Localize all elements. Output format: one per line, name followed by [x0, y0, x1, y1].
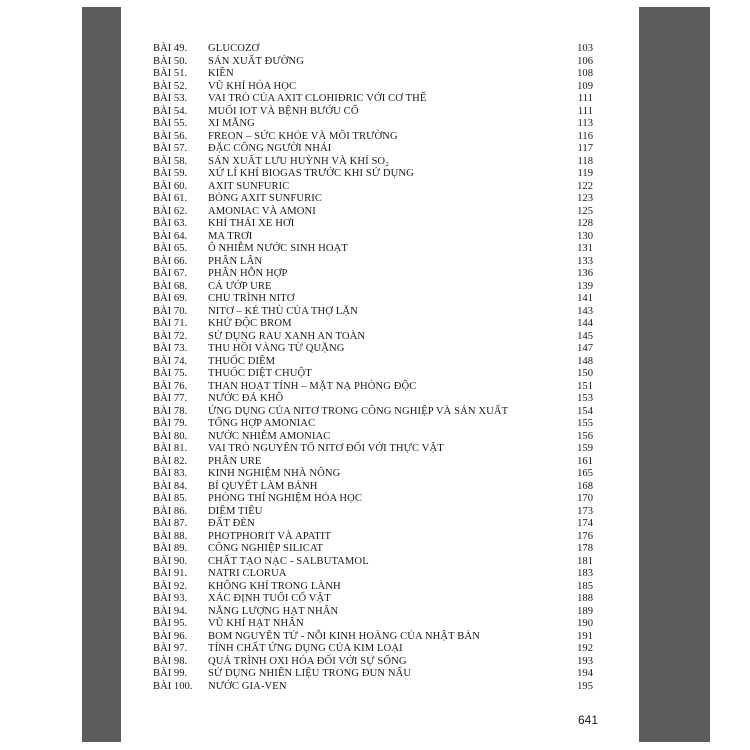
toc-entry	[153, 681, 593, 694]
toc-entry-page: 191	[577, 630, 593, 642]
toc-entry-number: BÀI 58.	[153, 155, 188, 167]
toc-entry-number: BÀI 90.	[153, 555, 188, 567]
toc-entry-title: NƯỚC GIA-VEN	[208, 680, 287, 692]
page-number: 641	[578, 713, 599, 727]
toc-entry	[153, 193, 593, 206]
toc-entry-title: VŨ KHÍ HÓA HỌC	[208, 80, 297, 92]
toc-entry-page: 117	[577, 143, 593, 154]
toc-entry	[153, 481, 593, 494]
toc-entry	[153, 656, 593, 669]
toc-entry	[153, 143, 593, 156]
toc-entry-page: 176	[577, 530, 593, 542]
toc-entry-page: 161	[577, 455, 593, 467]
toc-entry	[153, 168, 593, 181]
toc-entry-title: KHỬ ĐỘC BROM	[208, 318, 292, 329]
toc-entry-number: BÀI 77.	[153, 393, 188, 404]
toc-entry	[153, 643, 593, 656]
toc-entry	[153, 431, 593, 444]
toc-entry-title: PHÂN HỖN HỢP	[208, 268, 288, 279]
toc-entry	[153, 668, 593, 681]
toc-entry-page: 130	[577, 230, 593, 242]
toc-entry-title: PHÒNG THÍ NGHIỆM HÓA HỌC	[208, 493, 363, 504]
toc-entry	[153, 543, 593, 556]
toc-entry-page: 168	[577, 480, 593, 492]
toc-entry-number: BÀI 68.	[153, 280, 188, 292]
toc-entry-title: GLUCOZƠ	[208, 43, 260, 54]
toc-entry-number: BÀI 63.	[153, 218, 188, 229]
toc-entry-number: BÀI 66.	[153, 255, 188, 267]
toc-entry-title: ĐẶC CÔNG NGƯỜI NHÁI	[208, 143, 332, 154]
toc-entry-title: BOM NGUYÊN TỬ - NỖI KINH HOÀNG CỦA NHẬT BẢN	[208, 630, 480, 642]
toc-entry	[153, 531, 593, 544]
toc-entry-number: BÀI 72.	[153, 330, 188, 342]
toc-entry-title: BỎNG AXIT SUNFURIC	[208, 193, 323, 204]
toc-entry-page: 193	[577, 655, 593, 667]
toc-entry-title: DIÊM TIÊU	[208, 505, 263, 517]
toc-entry-title: XỬ LÍ KHÍ BIOGAS TRƯỚC KHI SỬ DỤNG	[208, 168, 414, 179]
toc-entry	[153, 393, 593, 406]
toc-entry	[153, 606, 593, 619]
toc-entry-title: NATRI CLORUA	[208, 568, 287, 579]
toc-entry	[153, 418, 593, 431]
toc-entry-number: BÀI 92.	[153, 580, 188, 592]
toc-entry-title: BÍ QUYẾT LÀM BÁNH	[208, 480, 318, 492]
toc-entry-page: 185	[577, 580, 593, 592]
toc-entry-page: 156	[577, 430, 593, 442]
toc-entry-page: 155	[577, 418, 593, 429]
toc-entry-page: 133	[577, 255, 593, 267]
toc-entry-page: 128	[577, 218, 593, 229]
toc-entry-number: BÀI 50.	[153, 55, 188, 67]
toc-entry-number: BÀI 56.	[153, 130, 188, 142]
toc-entry-page: 103	[577, 43, 593, 54]
toc-entry-number: BÀI 67.	[153, 268, 188, 279]
toc-entry-title: TÍNH CHẤT ỨNG DỤNG CỦA KIM LOẠI	[208, 643, 403, 654]
toc-entry-page: 119	[577, 168, 593, 179]
toc-entry-title: TỔNG HỢP AMONIAC	[208, 418, 316, 429]
toc-entry-number: BÀI 71.	[153, 318, 188, 329]
toc-entry-title: KHÍ THẢI XE HƠI	[208, 218, 295, 229]
toc-entry-page: 192	[577, 643, 593, 654]
toc-entry-title: THUỐC DIÊM	[208, 355, 276, 367]
toc-entry-page: 147	[577, 343, 593, 354]
toc-entry	[153, 256, 593, 269]
toc-entry-number: BÀI 61.	[153, 193, 188, 204]
toc-entry-number: BÀI 99.	[153, 668, 188, 679]
toc-entry-number: BÀI 80.	[153, 430, 188, 442]
toc-entry	[153, 581, 593, 594]
toc-entry-number: BÀI 82.	[153, 455, 188, 467]
toc-entry-page: 113	[577, 118, 593, 129]
toc-entry-title: PHOTPHORIT VÀ APATIT	[208, 530, 332, 542]
toc-entry	[153, 381, 593, 394]
toc-entry	[153, 443, 593, 456]
toc-entry	[153, 293, 593, 306]
toc-entry-title: KIỀN	[208, 68, 234, 79]
toc-entry-page: 190	[577, 618, 593, 629]
toc-entry-page: 131	[577, 243, 593, 254]
toc-entry-number: BÀI 100.	[153, 680, 193, 692]
toc-entry	[153, 81, 593, 94]
toc-entry-page: 123	[577, 193, 593, 204]
toc-entry-number: BÀI 86.	[153, 505, 188, 517]
toc-entry-number: BÀI 74.	[153, 355, 188, 367]
toc-entry-page: 116	[577, 130, 593, 142]
toc-entry-title: KINH NGHIỆM NHÀ NÔNG	[208, 468, 341, 479]
toc-entry	[153, 43, 593, 56]
toc-entry-number: BÀI 75.	[153, 368, 188, 379]
toc-entry	[153, 56, 593, 69]
toc-entry-number: BÀI 95.	[153, 618, 188, 629]
toc-entry-number: BÀI 53.	[153, 93, 188, 104]
toc-entry-title: AXIT SUNFURIC	[208, 180, 290, 192]
toc-entry	[153, 93, 593, 106]
toc-entry	[153, 631, 593, 644]
toc-entry	[153, 131, 593, 144]
toc-entry-page: 173	[577, 505, 593, 517]
toc-entry-title: THUỐC DIỆT CHUỘT	[208, 368, 312, 379]
toc-entry-number: BÀI 52.	[153, 80, 188, 92]
toc-entry	[153, 231, 593, 244]
toc-entry-page: 194	[577, 668, 593, 679]
toc-entry-number: BÀI 73.	[153, 343, 188, 354]
toc-entry-page: 118	[577, 155, 593, 167]
toc-entry-number: BÀI 87.	[153, 518, 188, 529]
toc-entry-number: BÀI 83.	[153, 468, 188, 479]
toc-entry-title: PHÂN LÂN	[208, 255, 263, 267]
toc-entry-page: 143	[577, 305, 593, 317]
toc-entry-number: BÀI 88.	[153, 530, 188, 542]
toc-entry-page: 159	[577, 443, 593, 454]
toc-entry	[153, 331, 593, 344]
toc-entry	[153, 518, 593, 531]
toc-entry-number: BÀI 79.	[153, 418, 188, 429]
toc-entry	[153, 343, 593, 356]
toc-entry	[153, 281, 593, 294]
toc-entry-page: 108	[577, 68, 593, 79]
toc-entry-title: AMONIAC VÀ AMONI	[208, 205, 316, 217]
toc-entry-page: 183	[577, 568, 593, 579]
toc-entry-title: Ô NHIỄM NƯỚC SINH HOẠT	[208, 243, 348, 254]
toc-entry-title: ỨNG DỤNG CỦA NITƠ TRONG CÔNG NGHIỆP VÀ SẢN XUẤT	[208, 405, 509, 417]
toc-entry	[153, 568, 593, 581]
toc-entry-title: CÔNG NGHIỆP SILICAT	[208, 543, 324, 554]
toc-entry-number: BÀI 62.	[153, 205, 188, 217]
toc-entry-title: NƯỚC NHIỄM AMONIAC	[208, 430, 331, 442]
toc-entry-page: 109	[577, 80, 593, 92]
toc-entry-title: CHẤT TẠO NẠC - SALBUTAMOL	[208, 555, 369, 567]
toc-entry-page: 125	[577, 205, 593, 217]
toc-entry-title: MUỐI IOT VÀ BỆNH BƯỚU CỔ	[208, 105, 359, 117]
toc-entry-number: BÀI 54.	[153, 105, 188, 117]
toc-entry-title: PHÂN URE	[208, 455, 262, 467]
toc-entry-title: SỬ DỤNG NHIÊN LIỆU TRONG ĐUN NẤU	[208, 668, 412, 679]
toc-entry-page: 144	[577, 318, 593, 329]
toc-entry	[153, 406, 593, 419]
toc-entry-page: 136	[577, 268, 593, 279]
toc-entry	[153, 268, 593, 281]
toc-entry-number: BÀI 51.	[153, 68, 188, 79]
toc-entry-number: BÀI 59.	[153, 168, 188, 179]
toc-entry-page: 111	[577, 105, 593, 117]
toc-entry-page: 165	[577, 468, 593, 479]
toc-entry-title: XÁC ĐỊNH TUỔI CỔ VẬT	[208, 593, 331, 604]
toc-entry-title: VŨ KHÍ HẠT NHÂN	[208, 618, 304, 629]
toc-entry-page: 148	[577, 355, 593, 367]
toc-entry-number: BÀI 55.	[153, 118, 188, 129]
toc-entry-number: BÀI 64.	[153, 230, 188, 242]
toc-entry-title: ĐẤT ĐÈN	[208, 518, 255, 529]
toc-entry	[153, 181, 593, 194]
toc-entry-page: 139	[577, 280, 593, 292]
toc-entry-number: BÀI 85.	[153, 493, 188, 504]
toc-entry-title: NITƠ – KẺ THÙ CỦA THỢ LẶN	[208, 305, 358, 317]
toc-entry	[153, 506, 593, 519]
toc-entry-title: QUÁ TRÌNH OXI HÓA ĐỐI VỚI SỰ SỐNG	[208, 655, 407, 667]
toc-entry-number: BÀI 93.	[153, 593, 188, 604]
toc-entry-page: 178	[577, 543, 593, 554]
toc-entry	[153, 456, 593, 469]
table-of-contents	[153, 43, 593, 693]
toc-entry-page: 150	[577, 368, 593, 379]
toc-entry-title: THU HỒI VÀNG TỪ QUẶNG	[208, 343, 345, 354]
toc-entry-title: VAI TRÒ NGUYÊN TỐ NITƠ ĐỐI VỚI THỰC VẬT	[208, 443, 444, 454]
toc-entry-number: BÀI 84.	[153, 480, 188, 492]
toc-entry-page: 145	[577, 330, 593, 342]
toc-entry-title: XI MĂNG	[208, 118, 255, 129]
toc-entry-number: BÀI 97.	[153, 643, 188, 654]
toc-entry-number: BÀI 94.	[153, 605, 188, 617]
toc-entry-title: KHÔNG KHÍ TRONG LÀNH	[208, 580, 341, 592]
toc-entry-title: FREON – SỨC KHỎE VÀ MÔI TRƯỜNG	[208, 130, 398, 142]
toc-entry-number: BÀI 70.	[153, 305, 188, 317]
toc-entry-number: BÀI 57.	[153, 143, 188, 154]
toc-entry-number: BÀI 91.	[153, 568, 188, 579]
toc-entry-title: CHU TRÌNH NITƠ	[208, 293, 295, 304]
toc-entry-page: 151	[577, 380, 593, 392]
toc-entry-title: CÁ ƯỚP URE	[208, 280, 272, 292]
toc-entry-page: 106	[577, 55, 593, 67]
toc-entry	[153, 106, 593, 119]
toc-entry	[153, 68, 593, 81]
toc-entry-title: MA TRƠI	[208, 230, 253, 242]
toc-entry	[153, 318, 593, 331]
toc-entry	[153, 206, 593, 219]
toc-entry	[153, 556, 593, 569]
toc-entry	[153, 356, 593, 369]
toc-entry-page: 122	[577, 180, 593, 192]
toc-entry-number: BÀI 89.	[153, 543, 188, 554]
toc-entry-number: BÀI 81.	[153, 443, 188, 454]
toc-entry-page: 154	[577, 405, 593, 417]
toc-entry-title: THAN HOẠT TÍNH – MẶT NẠ PHÒNG ĐỘC	[208, 380, 417, 392]
toc-entry-number: BÀI 96.	[153, 630, 188, 642]
toc-entry-page: 111	[577, 93, 593, 104]
toc-entry	[153, 368, 593, 381]
toc-entry-title: SẢN XUẤT LƯU HUỲNH VÀ KHÍ SO₂	[208, 155, 389, 167]
toc-entry	[153, 218, 593, 231]
toc-entry	[153, 618, 593, 631]
toc-entry-number: BÀI 69.	[153, 293, 188, 304]
toc-entry-number: BÀI 76.	[153, 380, 188, 392]
toc-entry-page: 153	[577, 393, 593, 404]
toc-entry-title: SẢN XUẤT ĐƯỜNG	[208, 55, 304, 67]
toc-entry	[153, 118, 593, 131]
toc-entry-title: VAI TRÒ CỦA AXIT CLOHIĐRIC VỚI CƠ THỂ	[208, 93, 427, 104]
toc-entry-number: BÀI 49.	[153, 43, 188, 54]
toc-entry-page: 170	[577, 493, 593, 504]
toc-entry	[153, 493, 593, 506]
toc-entry-page: 195	[577, 680, 593, 692]
toc-entry-page: 141	[577, 293, 593, 304]
toc-entry-number: BÀI 78.	[153, 405, 188, 417]
toc-entry-number: BÀI 60.	[153, 180, 188, 192]
toc-entry	[153, 468, 593, 481]
toc-entry	[153, 156, 593, 169]
toc-entry-page: 174	[577, 518, 593, 529]
toc-entry-title: SỬ DỤNG RAU XANH AN TOÀN	[208, 330, 366, 342]
toc-entry	[153, 306, 593, 319]
toc-entry-page: 181	[577, 555, 593, 567]
toc-entry-title: NƯỚC ĐÁ KHÔ	[208, 393, 284, 404]
toc-entry	[153, 243, 593, 256]
toc-entry-title: NĂNG LƯỢNG HẠT NHÂN	[208, 605, 339, 617]
toc-entry-number: BÀI 65.	[153, 243, 188, 254]
toc-entry-number: BÀI 98.	[153, 655, 188, 667]
toc-entry-page: 188	[577, 593, 593, 604]
toc-entry	[153, 593, 593, 606]
toc-entry-page: 189	[577, 605, 593, 617]
